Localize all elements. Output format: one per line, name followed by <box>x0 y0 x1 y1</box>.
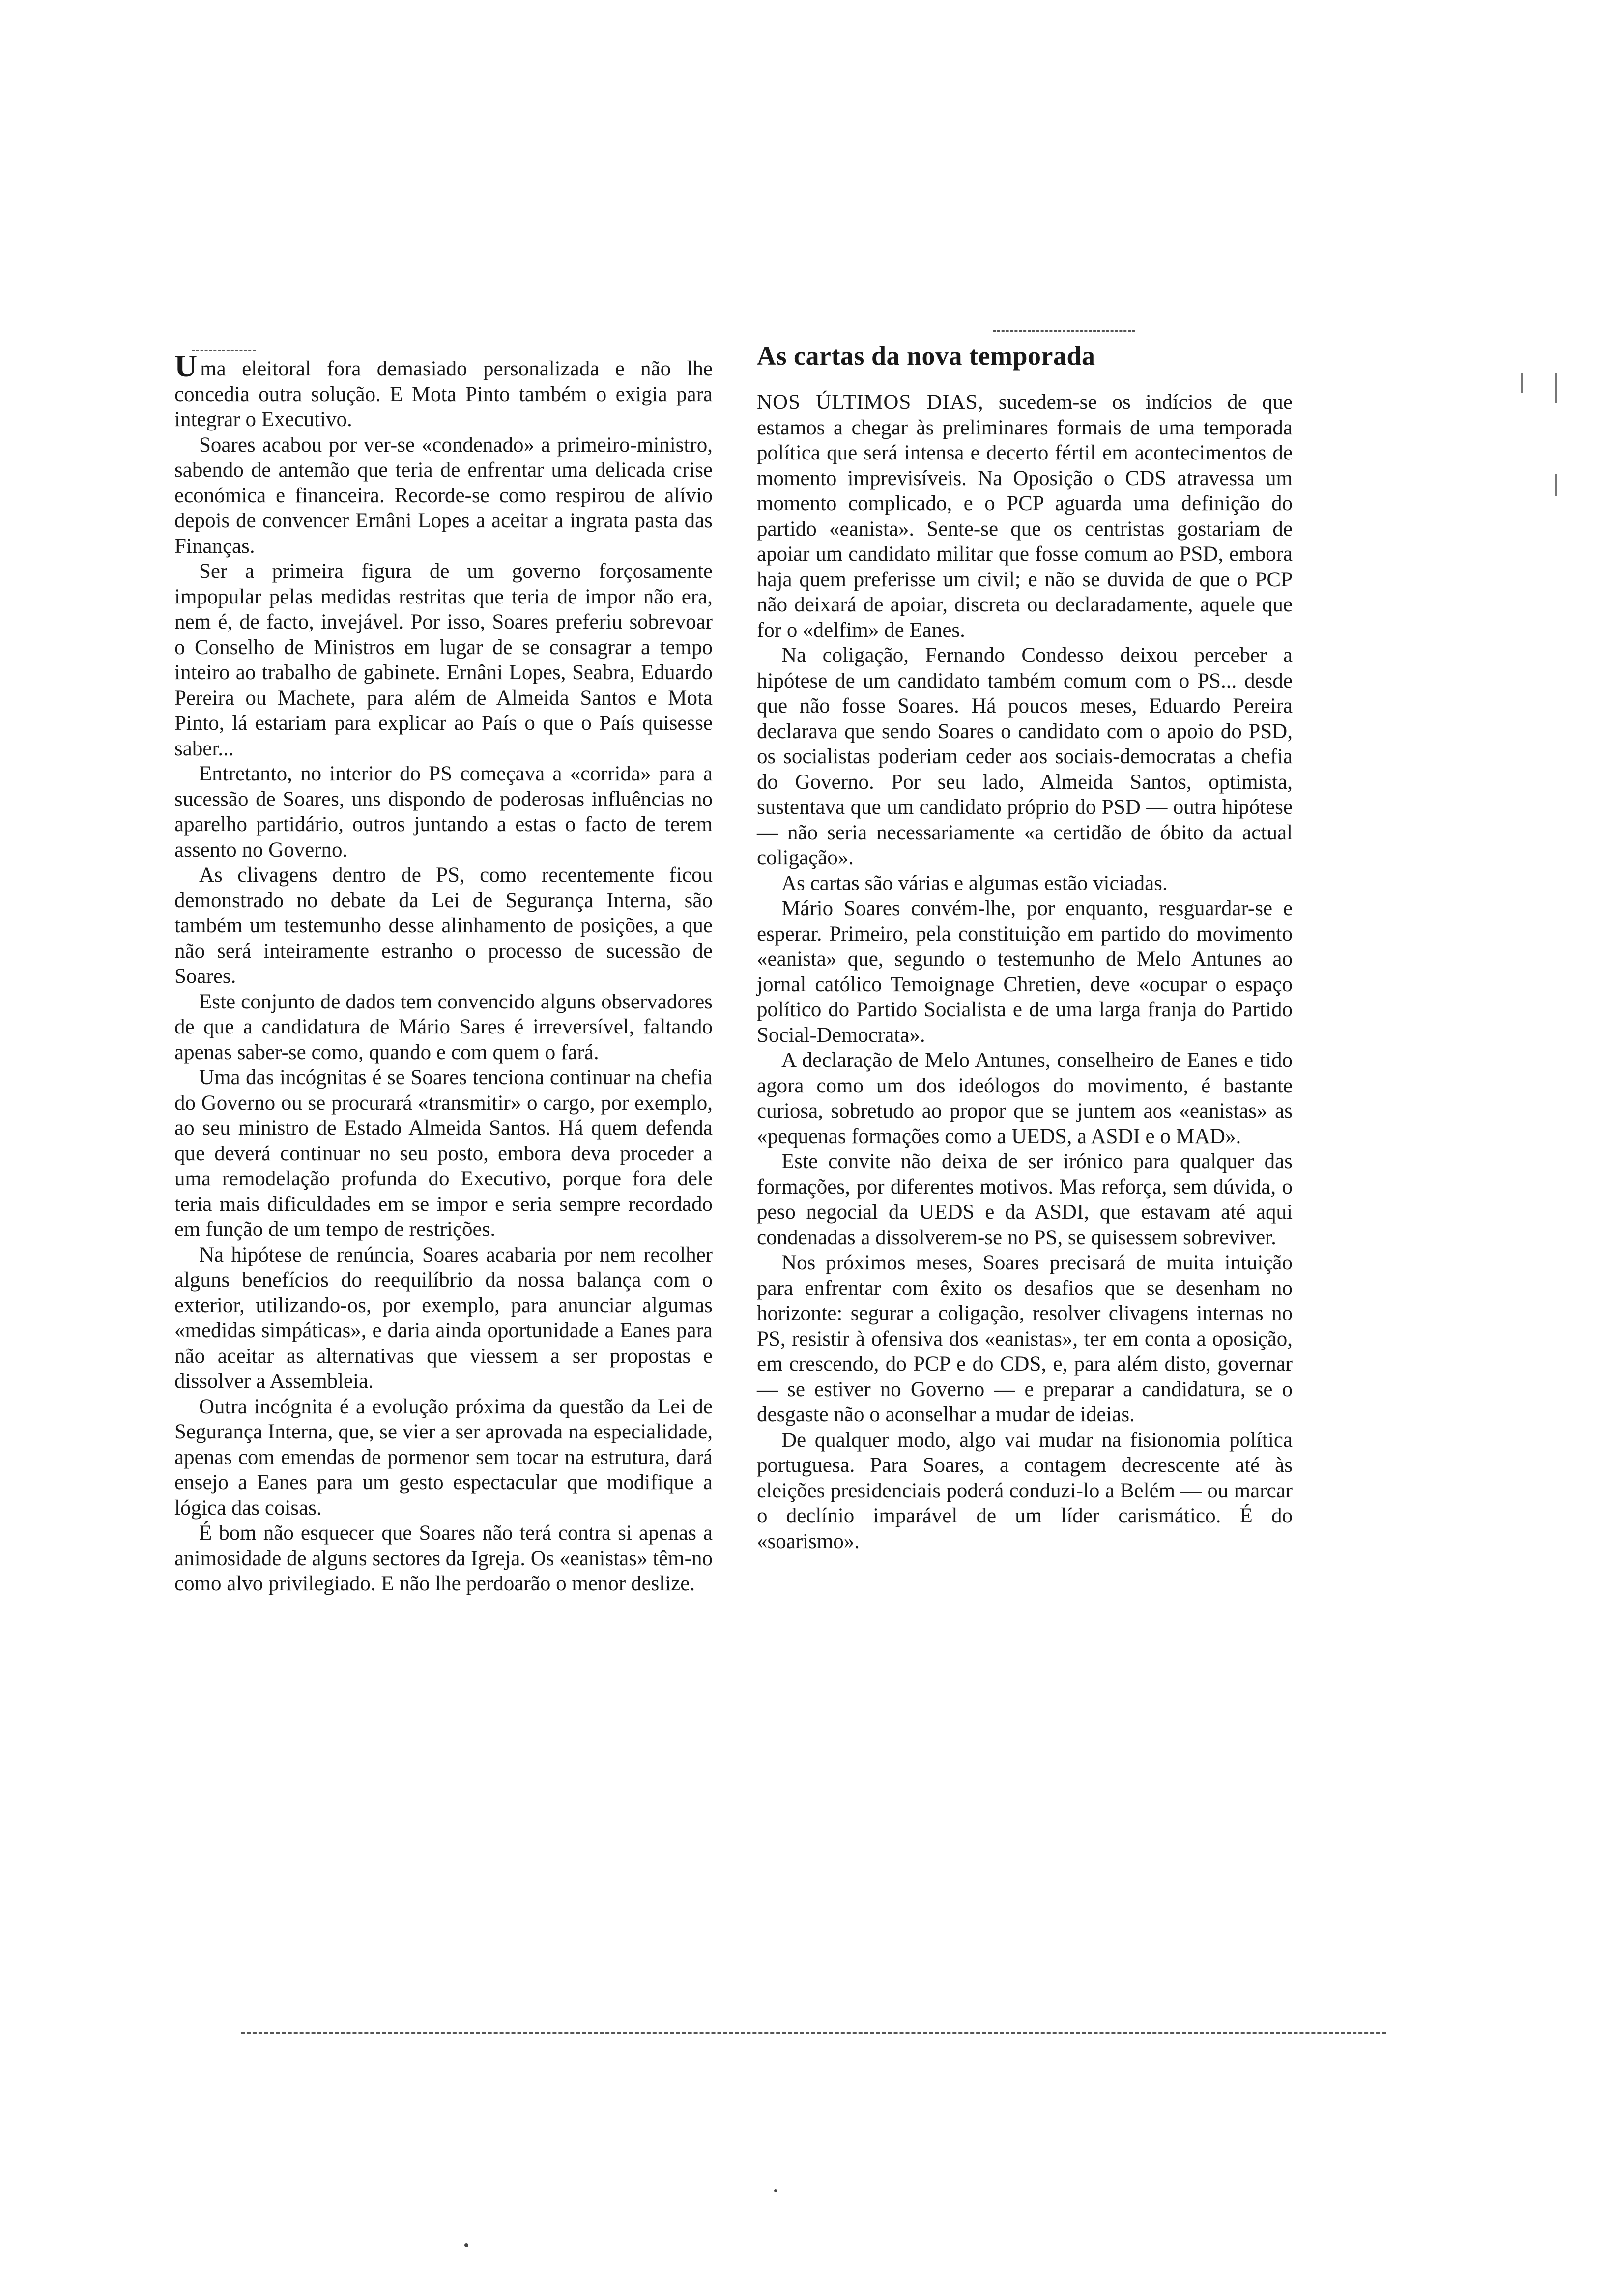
scan-noise-top-right <box>993 330 1135 332</box>
left-paragraph-9: Outra incógnita é a evolução próxima da questão da Lei de Segurança Interna, que, se vier a ser aprovada na especialidade, apenas com emendas de pormenor sem tocar na estrutura, dará ensejo a Eanes para um gesto espectacular que modifique a lógica das coisas. <box>174 1395 713 1520</box>
right-paragraph-6: Este convite não deixa de ser irónico para qualquer das formações, por diferentes motivos. Mas reforça, sem dúvida, o peso negocial da UEDS e da ASDI, que estavam até aqui condenadas a dissolverem-se no PS, se quisessem sobreviver. <box>757 1150 1293 1249</box>
right-paragraph-5: A declaração de Melo Antunes, conselheiro de Eanes e tido agora como um dos ideólogos do movimento, é bastante curiosa, sobretudo ao propor que se juntem aos «eanistas» as «pequenas formações como a UEDS, a ASDI e o MAD». <box>757 1049 1293 1148</box>
left-column <box>174 348 713 1597</box>
right-paragraph-4: Mário Soares convém-lhe, por enquanto, resguardar-se e esperar. Primeiro, pela constituição em partido do movimento «eanista» que, segundo o testemunho de Melo Antunes ao jornal católico Temoignage Chretien, deve «ocupar o espaço político do Partido Socialista e de uma larga franja do Partido Social-Democrata». <box>757 897 1293 1047</box>
scan-margin-mark <box>1555 373 1557 403</box>
left-paragraph-1-text: ma eleitoral fora demasiado personalizada e não lhe concedia outra solução. E Mota Pinto também o exigia para integrar o Executivo. <box>174 357 713 431</box>
left-paragraph-4: Entretanto, no interior do PS começava a «corrida» para a sucessão de Soares, uns dispondo de poderosas influências no aparelho partidário, outros juntando a estas o facto de terem assento no Governo. <box>174 762 713 861</box>
left-paragraph-5: As clivagens dentro de PS, como recentemente ficou demonstrado no debate da Lei de Segurança Interna, são também um testemunho desse alinhamento de posições, a que não será inteiramente estranho o processo de sucessão de Soares. <box>174 863 713 988</box>
scan-speck-2 <box>774 2189 777 2192</box>
left-paragraph-10: É bom não esquecer que Soares não terá contra si apenas a animosidade de alguns sectores da Igreja. Os «eanistas» têm-no como alvo privilegiado. E não lhe perdoarão o menor deslize. <box>174 1521 713 1595</box>
right-column <box>757 341 1293 1554</box>
scan-noise-top-left <box>192 350 256 351</box>
scan-noise-bottom <box>241 2032 1386 2034</box>
dropcap: U <box>174 348 198 383</box>
scan-margin-mark-2 <box>1555 474 1557 496</box>
right-paragraph-1-text: sucedem-se os indícios de que estamos a chegar às preliminares formais de uma temporada política que será intensa e decerto fértil em acontecimentos de momento imprevisíveis. Na Oposição o CDS atravessa um momento complicado, e o PCP aguarda uma definição do partido «eanista». Sente-se que os centristas gostariam de apoiar um candidato militar que fosse comum ao PSD, embora haja quem preferisse um civil; e não se duvida de que o PCP não deixará de apoiar, discreta ou declaradamente, aquele que for o «delfim» de Eanes. <box>757 391 1293 642</box>
right-paragraph-8: De qualquer modo, algo vai mudar na fisionomia política portuguesa. Para Soares, a contagem decrescente até às eleições presidenciais poderá conduzi-lo a Belém — ou marcar o declínio imparável de um líder carismático. É do «soarismo». <box>757 1428 1293 1553</box>
left-paragraph-2: Soares acabou por ver-se «condenado» a primeiro-ministro, sabendo de antemão que teria de enfrentar uma delicada crise económica e financeira. Recorde-se como respirou de alívio depois de convencer Ernâni Lopes a aceitar a ingrata pasta das Finanças. <box>174 433 713 558</box>
right-paragraph-7: Nos próximos meses, Soares precisará de muita intuição para enfrentar com êxito os desafios que se desenham no horizonte: segurar a coligação, resolver clivagens internas no PS, resistir à ofensiva dos «eanistas», ter em conta a oposição, em crescendo, do PCP e do CDS, e, para além disto, governar — se estiver no Governo — e preparar a candidatura, se o desgaste não o aconselhar a mudar de ideias. <box>757 1251 1293 1426</box>
scan-speck <box>464 2243 468 2247</box>
left-paragraph-1 <box>174 348 713 432</box>
left-paragraph-3: Ser a primeira figura de um governo forçosamente impopular pelas medidas restritas que teria de impor não era, nem é, de facto, invejável. Por isso, Soares preferiu sobrevoar o Conselho de Ministros em lugar de se consagrar a tempo inteiro ao trabalho de gabinete. Ernâni Lopes, Seabra, Eduardo Pereira ou Machete, para além de Almeida Santos e Mota Pinto, lá estariam para explicar ao País o que o País quisesse saber... <box>174 560 713 760</box>
left-paragraph-8: Na hipótese de renúncia, Soares acabaria por nem recolher alguns benefícios do reequilíbrio da nossa balança com o exterior, utilizando-os, por exemplo, para anunciar algumas «medidas simpáticas», e daria ainda oportunidade a Eanes para não aceitar as alternativas que viessem a ser propostas e dissolver a Assembleia. <box>174 1243 713 1393</box>
lead-caps: NOS ÚLTIMOS DIAS, <box>757 391 984 414</box>
right-paragraph-1 <box>757 390 1293 643</box>
left-paragraph-7: Uma das incógnitas é se Soares tenciona continuar na chefia do Governo ou se procurará «transmitir» o cargo, por exemplo, ao seu ministro de Estado Almeida Santos. Há quem defenda que deverá continuar no seu posto, embora deva proceder a uma remodelação profunda do Executivo, porque fora dele teria mais dificuldades em se impor e seria sempre recordado em função de um tempo de restrições. <box>174 1066 713 1241</box>
right-paragraph-2: Na coligação, Fernando Condesso deixou perceber a hipótese de um candidato também comum com o PS... desde que não fosse Soares. Há poucos meses, Eduardo Pereira declarava que sendo Soares o candidato com o apoio do PSD, os socialistas poderiam ceder aos sociais-democratas a chefia do Governo. Por seu lado, Almeida Santos, optimista, sustentava que um candidato próprio do PSD — outra hipótese — não seria necessariamente «a certidão de óbito da actual coligação». <box>757 644 1293 869</box>
right-paragraph-3: As cartas são várias e algumas estão viciadas. <box>781 871 1168 895</box>
left-paragraph-6: Este conjunto de dados tem convencido alguns observadores de que a candidatura de Mário Sares é irreversível, faltando apenas saber-se como, quando e com quem o fará. <box>174 990 713 1064</box>
scan-margin-mark-3 <box>1521 373 1523 393</box>
article-headline: As cartas da nova temporada <box>757 341 1095 371</box>
